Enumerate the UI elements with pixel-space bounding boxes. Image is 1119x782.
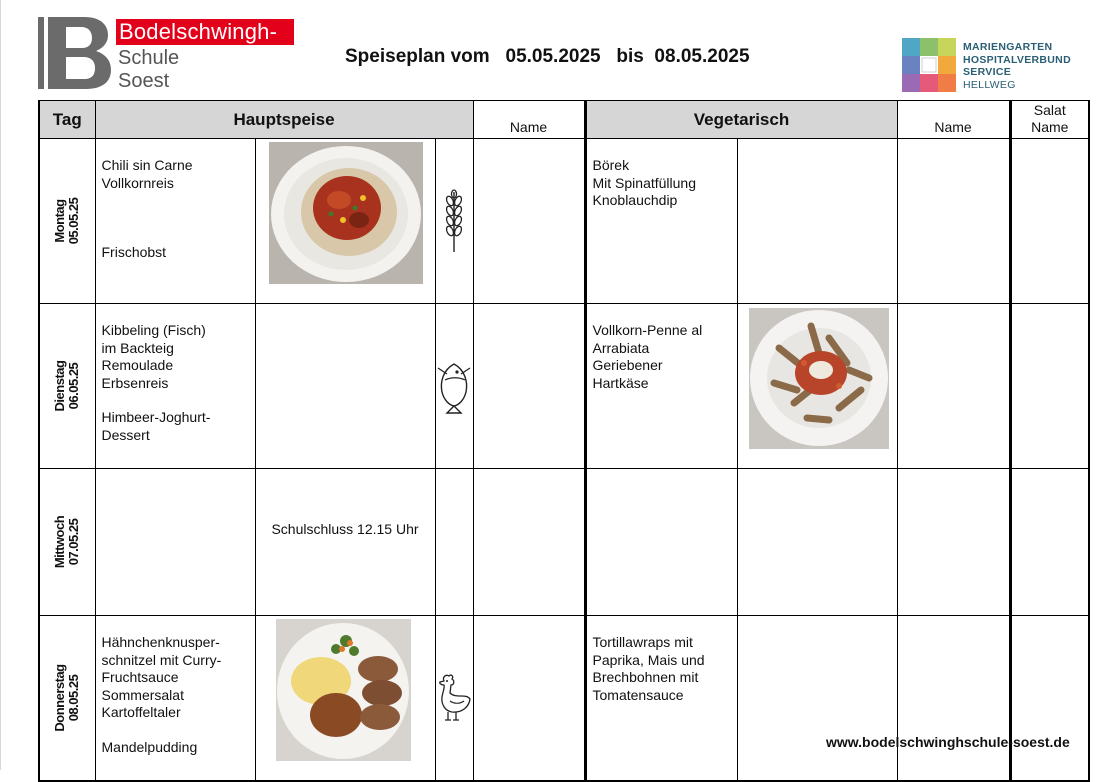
veg-dish-text xyxy=(585,304,737,469)
dish-line: Geriebener xyxy=(592,357,663,374)
name-cell xyxy=(897,469,1010,616)
header-salat xyxy=(1010,101,1089,139)
name-cell xyxy=(473,616,585,782)
dish-line: Kibbeling (Fisch) xyxy=(101,322,206,338)
dish-line: Vollkornreis xyxy=(101,174,174,191)
date: 05.05.25 xyxy=(66,197,82,245)
veg-photo-cell xyxy=(737,304,897,469)
dish-line: schnitzel mit Curry- xyxy=(101,651,222,668)
website-link[interactable]: www.bodelschwinghschule-soest.de xyxy=(826,734,1070,750)
dessert-line: Himbeer-Joghurt- xyxy=(101,409,211,426)
partner-logo xyxy=(902,38,1112,94)
dish-line: im Backteig xyxy=(101,339,174,356)
partner-line-3: SERVICE xyxy=(963,66,1012,78)
day-cell-dienstag xyxy=(39,304,95,469)
date: 08.05.25 xyxy=(66,674,82,722)
day-row-montag xyxy=(39,139,1089,304)
day-cell-montag xyxy=(39,139,95,304)
dish-line: Sommersalat xyxy=(101,686,184,703)
dish-line: Fruchtsauce xyxy=(101,669,179,686)
partner-line-1: MARIENGARTEN xyxy=(963,41,1053,53)
header-hauptspeise xyxy=(95,101,473,139)
chicken-icon xyxy=(436,673,472,723)
allergen-icon-cell xyxy=(435,616,473,782)
dish-line: Erbsenreis xyxy=(101,374,169,391)
dish-line: Hartkäse xyxy=(592,374,649,391)
name-cell xyxy=(897,304,1010,469)
weekday: Dienstag xyxy=(52,360,68,412)
header-name-main-label: Name xyxy=(509,119,548,135)
allergen-icon-cell xyxy=(435,469,473,616)
day-label xyxy=(53,516,81,568)
day-cell-donnerstag xyxy=(39,616,95,782)
name-cell xyxy=(897,139,1010,304)
dish-line: Paprika, Mais und xyxy=(592,651,705,668)
header-salat-label xyxy=(1012,101,1089,136)
veg-photo-cell xyxy=(737,469,897,616)
penne-photo xyxy=(749,308,889,449)
veg-dish-text xyxy=(585,139,737,304)
dish-line: Mit Spinatfüllung xyxy=(592,174,697,191)
veg-dish-text xyxy=(585,469,737,616)
main-dish-text xyxy=(95,469,255,616)
header-name-veg-label: Name xyxy=(934,119,972,135)
weekday: Mittwoch xyxy=(52,515,68,569)
partner-logo-mark xyxy=(902,38,956,92)
dish-line: Arrabiata xyxy=(592,339,650,356)
main-dish-photo-cell xyxy=(255,139,435,304)
partner-line-4: HELLWEG xyxy=(963,78,1016,91)
table-header-row xyxy=(39,101,1089,139)
dish-line: Chili sin Carne xyxy=(101,157,193,173)
dessert-line: Mandelpudding xyxy=(101,738,198,755)
name-cell xyxy=(473,139,585,304)
page-title: Speiseplan vom 05.05.2025 bis 08.05.2025 xyxy=(345,46,750,67)
day-row-mittwoch xyxy=(39,469,1089,616)
dish-line: Brechbohnen mit xyxy=(592,669,699,686)
logo-line-soest: Soest xyxy=(118,70,170,92)
main-dish-photo-cell xyxy=(255,616,435,782)
dish-line: Tortillawraps mit xyxy=(592,634,693,650)
name-cell xyxy=(473,304,585,469)
logo-line-schule: Schule xyxy=(118,47,180,69)
main-dish-text xyxy=(95,304,255,469)
school-closing-note: Schulschluss 12.15 Uhr xyxy=(271,521,419,537)
note-cell xyxy=(255,469,435,616)
veg-photo-cell xyxy=(737,139,897,304)
header-salat-line1: Salat xyxy=(1033,102,1066,118)
page-edge xyxy=(0,0,1,770)
logo-school-name: Bodelschwingh- xyxy=(116,19,294,45)
chicken-schnitzel-photo xyxy=(276,619,411,761)
veg-dish-text xyxy=(585,616,737,782)
main-dish-text xyxy=(95,616,255,782)
fish-icon xyxy=(437,358,471,414)
date: 07.05.25 xyxy=(66,518,82,566)
partner-name xyxy=(963,41,1071,91)
wheat-icon xyxy=(445,188,463,254)
day-label xyxy=(53,361,81,412)
header-vegetarisch xyxy=(585,101,897,139)
salat-cell xyxy=(1010,469,1089,616)
day-row-dienstag xyxy=(39,304,1089,469)
dish-line: Knoblauchdip xyxy=(592,192,678,209)
weekday: Montag xyxy=(52,199,68,243)
dish-line: Tomatensauce xyxy=(592,686,684,703)
allergen-icon-cell xyxy=(435,304,473,469)
salat-cell xyxy=(1010,139,1089,304)
salat-cell xyxy=(1010,616,1089,782)
chili-rice-photo xyxy=(269,142,423,284)
date: 06.05.25 xyxy=(66,362,82,410)
name-cell xyxy=(897,616,1010,782)
dish-line: Kartoffeltaler xyxy=(101,704,181,721)
day-label xyxy=(53,198,81,245)
day-cell-mittwoch xyxy=(39,469,95,616)
salat-cell xyxy=(1010,304,1089,469)
name-cell xyxy=(473,469,585,616)
day-label xyxy=(53,664,81,731)
main-dish-photo-cell xyxy=(255,304,435,469)
header-salat-line2: Name xyxy=(1031,119,1069,135)
dessert-line: Dessert xyxy=(101,426,150,443)
dish-line: Vollkorn-Penne al xyxy=(592,322,703,338)
dish-line: Börek xyxy=(592,157,630,173)
main-dish-text xyxy=(95,139,255,304)
school-logo xyxy=(38,17,298,91)
partner-line-2: HOSPITALVERBUND xyxy=(963,53,1071,66)
meal-plan-table xyxy=(38,100,1090,782)
logo-b-mark xyxy=(38,17,112,89)
weekday: Donnerstag xyxy=(52,664,68,732)
dish-line: Hähnchenknusper- xyxy=(101,634,220,650)
header-name-veg xyxy=(897,101,1010,139)
header-tag-label: Tag xyxy=(52,110,82,129)
allergen-icon-cell xyxy=(435,139,473,304)
veg-photo-cell xyxy=(737,616,897,782)
header-tag xyxy=(39,101,95,139)
dessert-line: Frischobst xyxy=(101,244,167,261)
day-row-donnerstag xyxy=(39,616,1089,782)
header-hauptspeise-label: Hauptspeise xyxy=(233,110,335,129)
dish-line: Remoulade xyxy=(101,357,174,374)
header-vegetarisch-label: Vegetarisch xyxy=(693,110,790,129)
header-name-main xyxy=(473,101,585,139)
